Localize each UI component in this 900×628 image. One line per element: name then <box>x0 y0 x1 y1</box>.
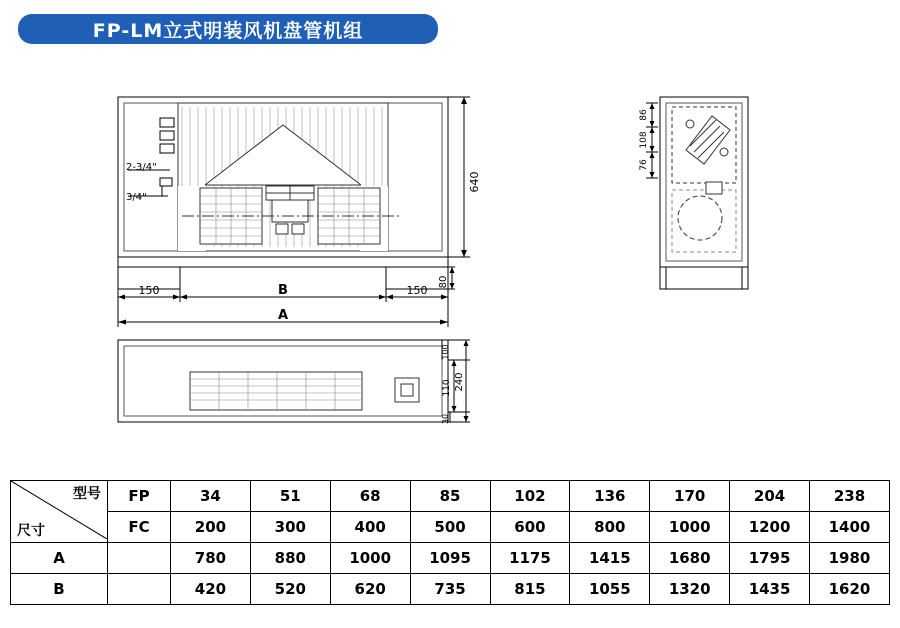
row-code-b: B <box>11 574 108 605</box>
dim-b: B <box>278 283 288 298</box>
cell-fp-4: 102 <box>490 481 570 512</box>
cell-b-0: 420 <box>171 574 251 605</box>
table-row <box>11 512 890 543</box>
dim-top-110: 110 <box>442 379 452 397</box>
cell-fp-0: 34 <box>171 481 251 512</box>
cell-b-4: 815 <box>490 574 570 605</box>
dimension-table <box>10 480 890 605</box>
dim-a: A <box>277 308 289 323</box>
pipe-label-2-34: 2-3/4" <box>126 162 157 173</box>
cell-fc-5: 800 <box>570 512 650 543</box>
cell-b-2: 620 <box>330 574 410 605</box>
row-a-spacer <box>108 543 171 574</box>
pipe-label-34: 3/4" <box>126 192 147 203</box>
cell-fp-3: 85 <box>410 481 490 512</box>
cell-fc-4: 600 <box>490 512 570 543</box>
dim-front-height: 640 <box>468 171 481 193</box>
cell-fc-7: 1200 <box>730 512 810 543</box>
row-b-spacer <box>108 574 171 605</box>
cell-a-5: 1415 <box>570 543 650 574</box>
row-code-a: A <box>11 543 108 574</box>
row-code-fp: FP <box>108 481 171 512</box>
cell-a-6: 1680 <box>650 543 730 574</box>
page-title: FP-LM立式明装风机盘管机组 <box>92 19 364 42</box>
dim-top-100: 100 <box>441 344 450 360</box>
dim-top-30: 30 <box>441 413 450 425</box>
cell-a-4: 1175 <box>490 543 570 574</box>
cell-b-1: 520 <box>250 574 330 605</box>
cell-a-8: 1980 <box>810 543 890 574</box>
cell-a-1: 880 <box>250 543 330 574</box>
corner-label-size: 尺寸 <box>17 523 45 539</box>
cell-fc-1: 300 <box>250 512 330 543</box>
dim-right-foot: 150 <box>406 284 428 297</box>
cell-b-5: 1055 <box>570 574 650 605</box>
cell-a-7: 1795 <box>730 543 810 574</box>
dim-base-height: 80 <box>438 275 449 289</box>
dim-left-foot: 150 <box>138 284 160 297</box>
dim-top-240: 240 <box>454 372 465 392</box>
cell-fp-1: 51 <box>250 481 330 512</box>
cell-fc-0: 200 <box>171 512 251 543</box>
side-view-outline <box>660 97 748 267</box>
corner-label-model: 型号 <box>73 486 101 502</box>
cell-b-8: 1620 <box>810 574 890 605</box>
cell-fp-7: 204 <box>730 481 810 512</box>
row-code-fc: FC <box>108 512 171 543</box>
cell-a-2: 1000 <box>330 543 410 574</box>
cell-a-0: 780 <box>171 543 251 574</box>
cell-fp-2: 68 <box>330 481 410 512</box>
pipe-connections <box>128 118 174 196</box>
cell-fp-6: 170 <box>650 481 730 512</box>
dim-side-108: 108 <box>639 131 649 149</box>
cell-b-3: 735 <box>410 574 490 605</box>
cell-fp-5: 136 <box>570 481 650 512</box>
table-corner-cell <box>11 481 108 543</box>
cell-fc-6: 1000 <box>650 512 730 543</box>
cell-fc-2: 400 <box>330 512 410 543</box>
cell-a-3: 1095 <box>410 543 490 574</box>
table-row <box>11 481 890 512</box>
table-row <box>11 574 890 605</box>
cell-b-7: 1435 <box>730 574 810 605</box>
cell-fc-8: 1400 <box>810 512 890 543</box>
dim-side-86: 86 <box>639 109 649 121</box>
table-row <box>11 543 890 574</box>
cell-fc-3: 500 <box>410 512 490 543</box>
dim-side-76: 76 <box>639 159 649 171</box>
cell-b-6: 1320 <box>650 574 730 605</box>
cell-fp-8: 238 <box>810 481 890 512</box>
